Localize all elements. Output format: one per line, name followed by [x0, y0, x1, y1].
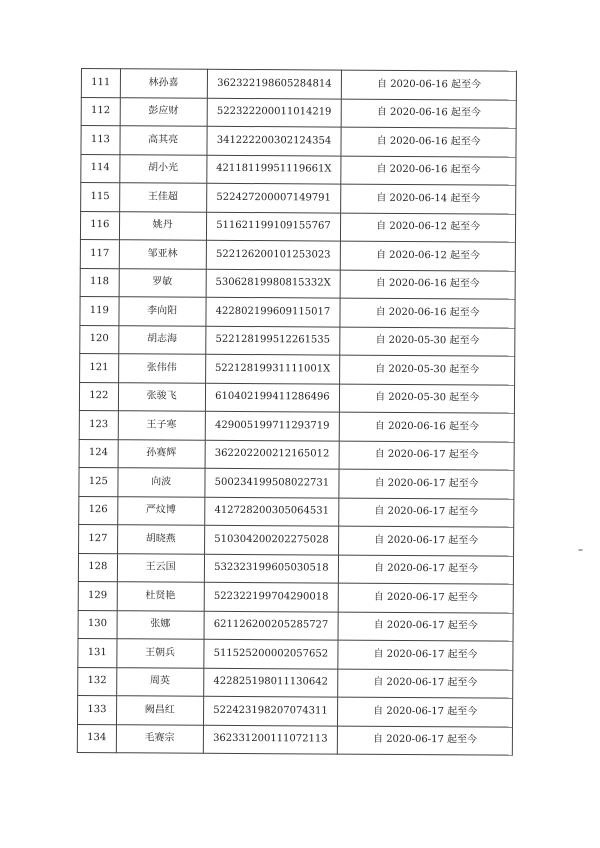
person-name-cell: 邹亚林: [119, 240, 206, 269]
period-cell: 自 2020-06-17 起至今: [338, 669, 513, 699]
id-number-cell: 362202200212165012: [205, 440, 340, 469]
table-row: [79, 496, 514, 527]
id-number-cell: 522128199512261535: [205, 326, 340, 355]
id-number-cell: 52212819931111001X: [205, 354, 340, 383]
person-name-cell: 毛赛宗: [116, 724, 203, 753]
id-number-cell: 341222200302124354: [207, 126, 342, 155]
row-number-cell: 133: [77, 695, 116, 724]
id-number-cell: 522322200011014219: [207, 98, 342, 127]
id-number-cell: 42118119951119661X: [206, 155, 341, 184]
id-number-cell: 422802199609115017: [206, 297, 341, 326]
person-name-cell: 高其亮: [120, 126, 207, 155]
period-cell: 自 2020-06-16 起至今: [342, 70, 517, 100]
table-row: [80, 239, 515, 270]
table-row: [77, 695, 512, 726]
row-number-cell: 114: [81, 154, 120, 183]
row-number-cell: 127: [79, 524, 118, 553]
person-name-cell: 林孙喜: [120, 69, 207, 98]
id-number-cell: 362322198605284814: [207, 69, 342, 98]
table-row: [81, 126, 516, 157]
table-row: [81, 97, 516, 128]
table-row: [78, 553, 513, 584]
period-cell: 自 2020-05-30 起至今: [340, 384, 515, 414]
id-number-cell: 610402199411286496: [205, 383, 340, 412]
row-number-cell: 116: [80, 211, 119, 240]
person-name-cell: 张骏飞: [118, 382, 205, 411]
person-name-cell: 胡晓燕: [117, 525, 204, 554]
id-number-cell: 522322199704290018: [204, 582, 339, 611]
period-cell: 自 2020-06-17 起至今: [338, 612, 513, 642]
row-number-cell: 124: [79, 439, 118, 468]
row-number-cell: 131: [78, 638, 117, 667]
person-name-cell: 阙昌红: [116, 696, 203, 725]
row-number-cell: 111: [81, 69, 120, 98]
person-name-cell: 李向阳: [119, 297, 206, 326]
row-number-cell: 122: [79, 382, 118, 411]
period-cell: 自 2020-06-17 起至今: [339, 526, 514, 556]
person-name-cell: 严炆博: [117, 496, 204, 525]
table-row: [80, 353, 515, 384]
row-number-cell: 129: [78, 581, 117, 610]
id-number-cell: 362331200111072113: [203, 725, 338, 754]
period-cell: 自 2020-06-17 起至今: [339, 441, 514, 471]
period-cell: 自 2020-06-17 起至今: [338, 583, 513, 613]
period-cell: 自 2020-06-17 起至今: [338, 697, 513, 727]
table-row: [81, 183, 516, 214]
table-row: [79, 524, 514, 555]
table-row: [78, 581, 513, 612]
period-cell: 自 2020-06-14 起至今: [341, 184, 516, 214]
personnel-table: [77, 68, 517, 756]
person-name-cell: 胡小光: [119, 154, 206, 183]
id-number-cell: 511621199109155767: [206, 212, 341, 241]
person-name-cell: 周英: [116, 667, 203, 696]
row-number-cell: 118: [80, 268, 119, 297]
id-number-cell: 412728200305064531: [204, 497, 339, 526]
period-cell: 自 2020-05-30 起至今: [340, 327, 515, 357]
period-cell: 自 2020-06-17 起至今: [339, 498, 514, 528]
table-row: [79, 382, 514, 413]
period-cell: 自 2020-06-16 起至今: [341, 99, 516, 129]
table-row: [80, 325, 515, 356]
person-name-cell: 张伟伟: [118, 354, 205, 383]
id-number-cell: 511525200002057652: [203, 639, 338, 668]
person-name-cell: 向波: [118, 468, 205, 497]
period-cell: 自 2020-06-16 起至今: [341, 127, 516, 157]
personnel-table-body: [77, 69, 516, 756]
table-row: [78, 610, 513, 641]
period-cell: 自 2020-06-12 起至今: [341, 213, 516, 243]
person-name-cell: 张娜: [117, 610, 204, 639]
period-cell: 自 2020-06-12 起至今: [341, 241, 516, 271]
row-number-cell: 113: [81, 126, 120, 155]
id-number-cell: 532323199605030518: [204, 554, 339, 583]
period-cell: 自 2020-06-17 起至今: [339, 469, 514, 499]
row-number-cell: 125: [79, 467, 118, 496]
table-row: [80, 211, 515, 242]
row-number-cell: 130: [78, 610, 117, 639]
table-row: [81, 154, 516, 185]
row-number-cell: 121: [80, 353, 119, 382]
id-number-cell: 500234199508022731: [204, 468, 339, 497]
row-number-cell: 126: [79, 496, 118, 525]
period-cell: 自 2020-06-17 起至今: [339, 555, 514, 585]
person-name-cell: 王子寒: [118, 411, 205, 440]
table-row: [78, 667, 513, 698]
table-row: [80, 296, 515, 327]
person-name-cell: 王朝兵: [116, 639, 203, 668]
id-number-cell: 53062819980815332X: [206, 269, 341, 298]
period-cell: 自 2020-06-16 起至今: [341, 156, 516, 186]
table-row: [78, 638, 513, 669]
row-number-cell: 119: [80, 296, 119, 325]
row-number-cell: 117: [80, 239, 119, 268]
period-cell: 自 2020-06-16 起至今: [340, 270, 515, 300]
id-number-cell: 429005199711293719: [205, 411, 340, 440]
row-number-cell: 112: [81, 97, 120, 126]
row-number-cell: 134: [77, 724, 116, 753]
person-name-cell: 杜贤艳: [117, 582, 204, 611]
person-name-cell: 罗敏: [119, 268, 206, 297]
table-row: [81, 69, 516, 100]
period-cell: 自 2020-05-30 起至今: [340, 355, 515, 385]
table-row: [79, 467, 514, 498]
period-cell: 自 2020-06-17 起至今: [338, 640, 513, 670]
period-cell: 自 2020-06-17 起至今: [338, 726, 513, 756]
person-name-cell: 王云国: [117, 553, 204, 582]
id-number-cell: 522126200101253023: [206, 240, 341, 269]
id-number-cell: 522423198207074311: [203, 696, 338, 725]
period-cell: 自 2020-06-16 起至今: [340, 298, 515, 328]
table-row: [77, 724, 512, 755]
id-number-cell: 621126200205285727: [204, 611, 339, 640]
row-number-cell: 115: [81, 183, 120, 212]
table-row: [80, 268, 515, 299]
table-row: [79, 439, 514, 470]
row-number-cell: 128: [78, 553, 117, 582]
row-number-cell: 120: [80, 325, 119, 354]
person-name-cell: 彭应财: [120, 97, 207, 126]
period-cell: 自 2020-06-16 起至今: [339, 412, 514, 442]
person-name-cell: 孙赛辉: [118, 439, 205, 468]
id-number-cell: 522427200007149791: [206, 183, 341, 212]
person-name-cell: 王佳超: [119, 183, 206, 212]
id-number-cell: 422825198011130642: [203, 668, 338, 697]
table-row: [79, 410, 514, 441]
person-name-cell: 姚丹: [119, 211, 206, 240]
person-name-cell: 胡志海: [118, 325, 205, 354]
id-number-cell: 510304200202275028: [204, 525, 339, 554]
row-number-cell: 132: [78, 667, 117, 696]
row-number-cell: 123: [79, 410, 118, 439]
